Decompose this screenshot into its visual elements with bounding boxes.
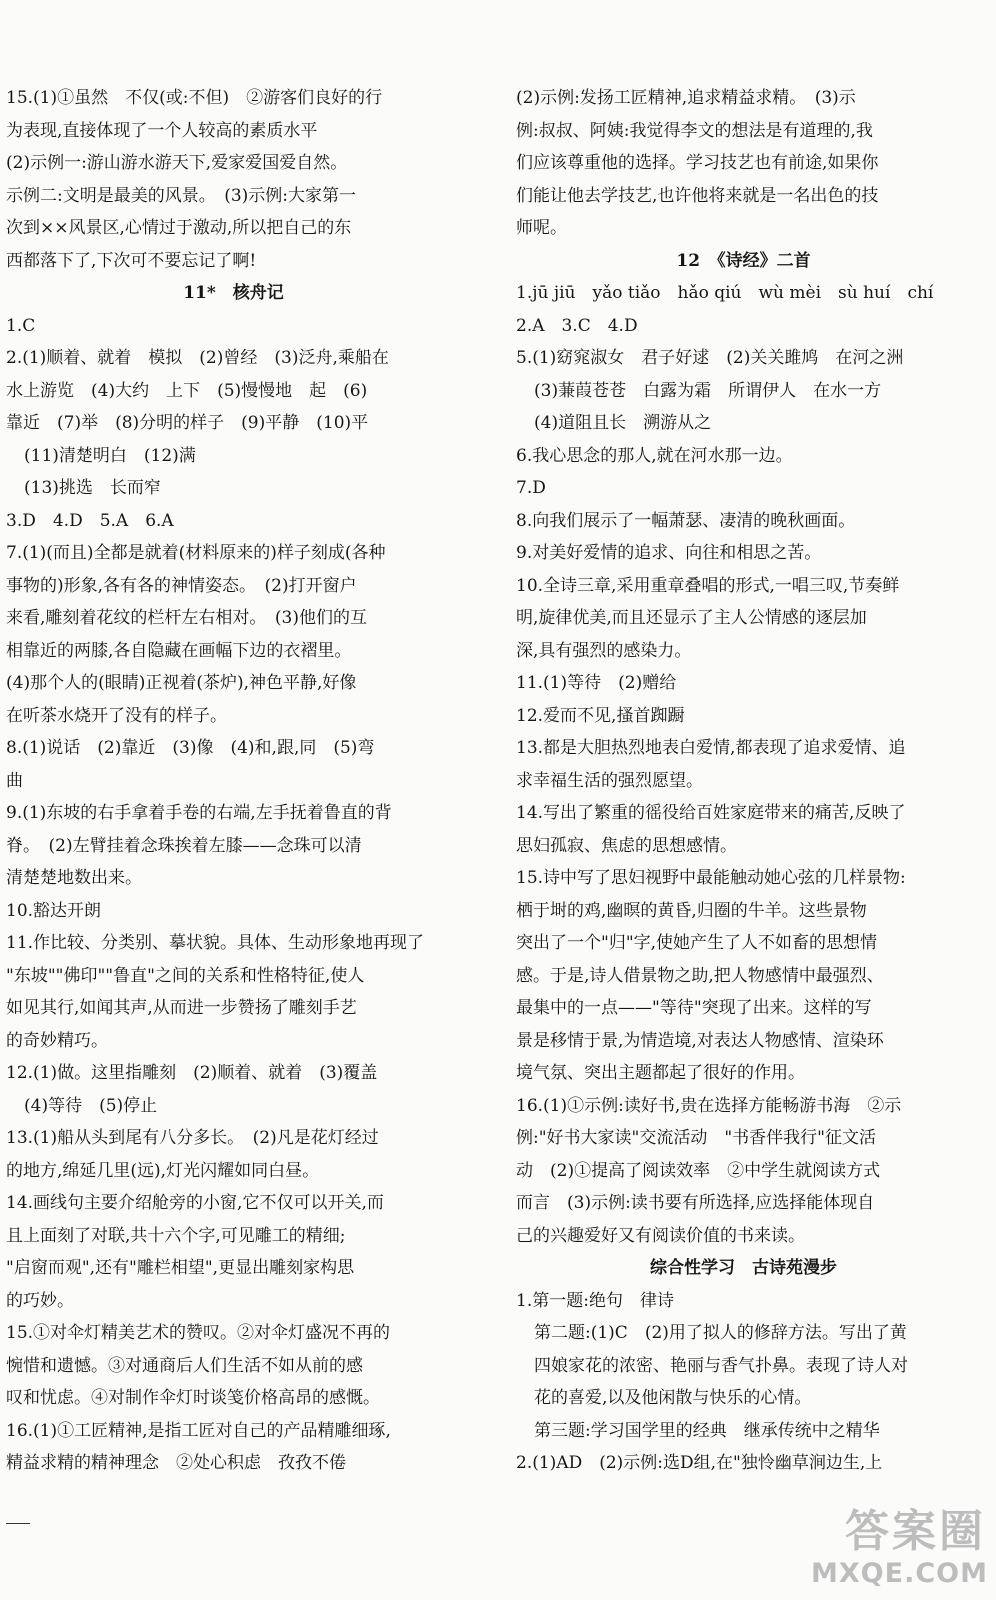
text-line: 8.向我们展示了一幅萧瑟、凄清的晚秋画面。	[516, 510, 856, 531]
text-line: (2)示例:发扬工匠精神,追求精益求精。 (3)示	[516, 88, 856, 108]
text-line: 次到××风景区,心情过于激动,所以把自己的东	[6, 218, 352, 238]
text-line: 思妇孤寂、焦虑的思想感情。	[516, 835, 737, 856]
text-line: 的奇妙精巧。	[6, 1030, 108, 1051]
text-line: 靠近 (7)举 (8)分明的样子 (9)平静 (10)平	[6, 413, 369, 433]
text-line: (4)道阻且长 溯游从之	[534, 413, 712, 433]
text-line: 13.(1)船从头到尾有八分多长。 (2)凡是花灯经过	[6, 1128, 379, 1148]
text-line: "启窗而观",还有"雕栏相望",更显出雕刻家构思	[6, 1258, 355, 1278]
right-column	[516, 82, 971, 1480]
text-line: 2.(1)AD (2)示例:选D组,在"独怜幽草涧边生,上	[516, 1453, 883, 1473]
text-line: 6.我心思念的那人,就在河水那一边。	[516, 445, 793, 466]
text-line: 第三题:学习国学里的经典 继承传统中之精华	[534, 1420, 880, 1441]
text-line: 如见其行,如闻其声,从而进一步赞扬了雕刻手艺	[6, 998, 357, 1018]
text-line: 的地方,绵延几里(远),灯光闪耀如同白昼。	[6, 1160, 320, 1181]
section-heading: 12 《诗经》二首	[676, 250, 811, 271]
text-line: 清楚楚地数出来。	[6, 868, 142, 888]
text-line: (2)示例一:游山游水游天下,爱家爱国爱自然。	[6, 153, 348, 173]
watermark	[811, 1506, 986, 1596]
text-line: 精益求精的精神理念 ②处心积虑 孜孜不倦	[6, 1453, 346, 1473]
text-line: 而言 (3)示例:读书要有所选择,应选择能体现自	[516, 1193, 875, 1213]
text-line: 9.(1)东坡的右手拿着手卷的右端,左手抚着鲁直的背	[6, 803, 392, 823]
text-line: 景是移情于景,为情造境,对表达人物感情、渲染环	[516, 1030, 884, 1051]
footer-rule	[6, 1523, 30, 1524]
text-line: 例:"好书大家读"交流活动 "书香伴我行"征文活	[516, 1128, 877, 1148]
text-line: 突出了一个"归"字,使她产生了人不如畜的思想情	[516, 933, 878, 953]
text-line: 7.(1)(而且)全都是就着(材料原来的)样子刻成(各种	[6, 543, 386, 563]
text-line: (3)蒹葭苍苍 白露为霜 所谓伊人 在水一方	[534, 380, 882, 401]
text-line: "东坡""佛印""鲁直"之间的关系和性格特征,使人	[6, 965, 365, 986]
text-line: 叹和忧虑。④对制作伞灯时谈笺价格高昂的感慨。	[6, 1388, 380, 1408]
text-line: 曲	[6, 770, 23, 791]
text-line: 14.画线句主要介绍舱旁的小窗,它不仅可以开关,而	[6, 1193, 384, 1213]
text-line: 11.作比较、分类别、摹状貌。具体、生动形象地再现了	[6, 933, 425, 953]
text-line: 求幸福生活的强烈愿望。	[516, 770, 703, 791]
text-line: 四娘家花的浓密、艳丽与香气扑鼻。表现了诗人对	[534, 1355, 908, 1376]
text-line: 1.C	[6, 315, 36, 336]
text-line: 相靠近的两膝,各自隐藏在画幅下边的衣褶里。	[6, 640, 352, 661]
text-line: 5.(1)窈窕淑女 君子好逑 (2)关关雎鸠 在河之洲	[516, 348, 904, 368]
text-line: 师呢。	[516, 218, 567, 238]
watermark-url: MXQE.COM	[811, 1558, 988, 1589]
text-line: 16.(1)①工匠精神,是指工匠对自己的产品精雕细琢,	[6, 1420, 391, 1441]
text-line: 们能让他去学技艺,也许他将来就是一名出色的技	[516, 185, 879, 206]
text-line: 栖于埘的鸡,幽暝的黄昏,归圈的牛羊。这些景物	[516, 900, 867, 921]
text-line: (13)挑选 长而窄	[24, 478, 161, 498]
text-line: 水上游览 (4)大约 上下 (5)慢慢地 起 (6)	[6, 380, 368, 401]
text-line: 花的喜爱,以及他闲散与快乐的心情。	[534, 1388, 812, 1408]
text-line: 明,旋律优美,而且还显示了主人公情感的逐层加	[516, 608, 867, 628]
text-line: 7.D	[516, 478, 546, 498]
text-line: 15.诗中写了思妇视野中最能触动她心弦的几样景物:	[516, 868, 906, 888]
text-line: 己的兴趣爱好又有阅读价值的书来读。	[516, 1225, 805, 1246]
text-line: 深,具有强烈的感染力。	[516, 640, 692, 661]
text-line: 15.①对伞灯精美艺术的赞叹。②对伞灯盛况不再的	[6, 1323, 391, 1343]
text-line: 2.A 3.C 4.D	[516, 315, 638, 336]
text-line: 10.豁达开朗	[6, 900, 102, 921]
text-line: 感。于是,诗人借景物之助,把人物感情中最强烈、	[516, 965, 884, 986]
text-line: 境气氛、突出主题都起了很好的作用。	[516, 1063, 805, 1083]
text-line: 在听茶水烧开了没有的样子。	[6, 705, 227, 726]
watermark-logo: 答案圈	[845, 1506, 986, 1557]
text-line: 11.(1)等待 (2)赠给	[516, 673, 677, 693]
text-line: 事物的)形象,各有各的神情姿态。 (2)打开窗户	[6, 575, 357, 596]
text-line: 2.(1)顺着、就着 模拟 (2)曾经 (3)泛舟,乘船在	[6, 348, 389, 368]
text-line: 13.都是大胆热烈地表白爱情,都表现了追求爱情、追	[516, 738, 906, 758]
left-column	[6, 82, 461, 1480]
text-line: 动 (2)①提高了阅读效率 ②中学生就阅读方式	[516, 1160, 881, 1181]
text-line: (4)那个人的(眼睛)正视着(茶炉),神色平静,好像	[6, 673, 357, 693]
text-line: 16.(1)①示例:读好书,贵在选择方能畅游书海 ②示	[516, 1095, 902, 1116]
text-line: 示例二:文明是最美的风景。 (3)示例:大家第一	[6, 185, 357, 206]
text-line: 12.(1)做。这里指雕刻 (2)顺着、就着 (3)覆盖	[6, 1063, 378, 1083]
text-line: 们应该尊重他的选择。学习技艺也有前途,如果你	[516, 153, 879, 173]
text-line: (11)清楚明白 (12)满	[24, 445, 196, 466]
text-line: 第二题:(1)C (2)用了拟人的修辞方法。写出了黄	[534, 1323, 907, 1343]
section-heading: 11* 核舟记	[183, 283, 284, 303]
text-line: 脊。 (2)左臂挂着念珠挨着左膝——念珠可以清	[6, 835, 362, 856]
text-line: (4)等待 (5)停止	[24, 1095, 158, 1116]
text-line: 西都落下了,下次可不要忘记了啊!	[6, 250, 257, 271]
text-line: 12.爱而不见,搔首踟蹰	[516, 705, 685, 726]
text-line: 8.(1)说话 (2)靠近 (3)像 (4)和,跟,同 (5)弯	[6, 738, 375, 758]
text-line: 9.对美好爱情的追求、向往和相思之苦。	[516, 543, 822, 563]
text-line: 最集中的一点——"等待"突现了出来。这样的写	[516, 998, 872, 1018]
text-line: 10.全诗三章,采用重章叠唱的形式,一唱三叹,节奏鲜	[516, 575, 900, 596]
text-line: 例:叔叔、阿姨:我觉得李文的想法是有道理的,我	[516, 120, 873, 141]
text-line: 的巧妙。	[6, 1290, 74, 1311]
section-heading: 综合性学习 古诗苑漫步	[650, 1258, 837, 1278]
text-line: 且上面刻了对联,共十六个字,可见雕工的精细;	[6, 1225, 346, 1246]
text-line: 15.(1)①虽然 不仅(或:不但) ②游客们良好的行	[6, 88, 383, 108]
text-line: 来看,雕刻着花纹的栏杆左右相对。 (3)他们的互	[6, 608, 367, 628]
text-line: 惋惜和遗憾。③对通商后人们生活不如从前的感	[6, 1355, 363, 1376]
text-line: 1.jū jiū yǎo tiǎo hǎo qiú wù mèi sù huí chí	[516, 283, 934, 303]
text-line: 14.写出了繁重的徭役给百姓家庭带来的痛苦,反映了	[516, 803, 906, 823]
text-line: 3.D 4.D 5.A 6.A	[6, 510, 174, 531]
text-line: 为表现,直接体现了一个人较高的素质水平	[6, 120, 318, 141]
text-line: 1.第一题:绝句 律诗	[516, 1290, 674, 1311]
